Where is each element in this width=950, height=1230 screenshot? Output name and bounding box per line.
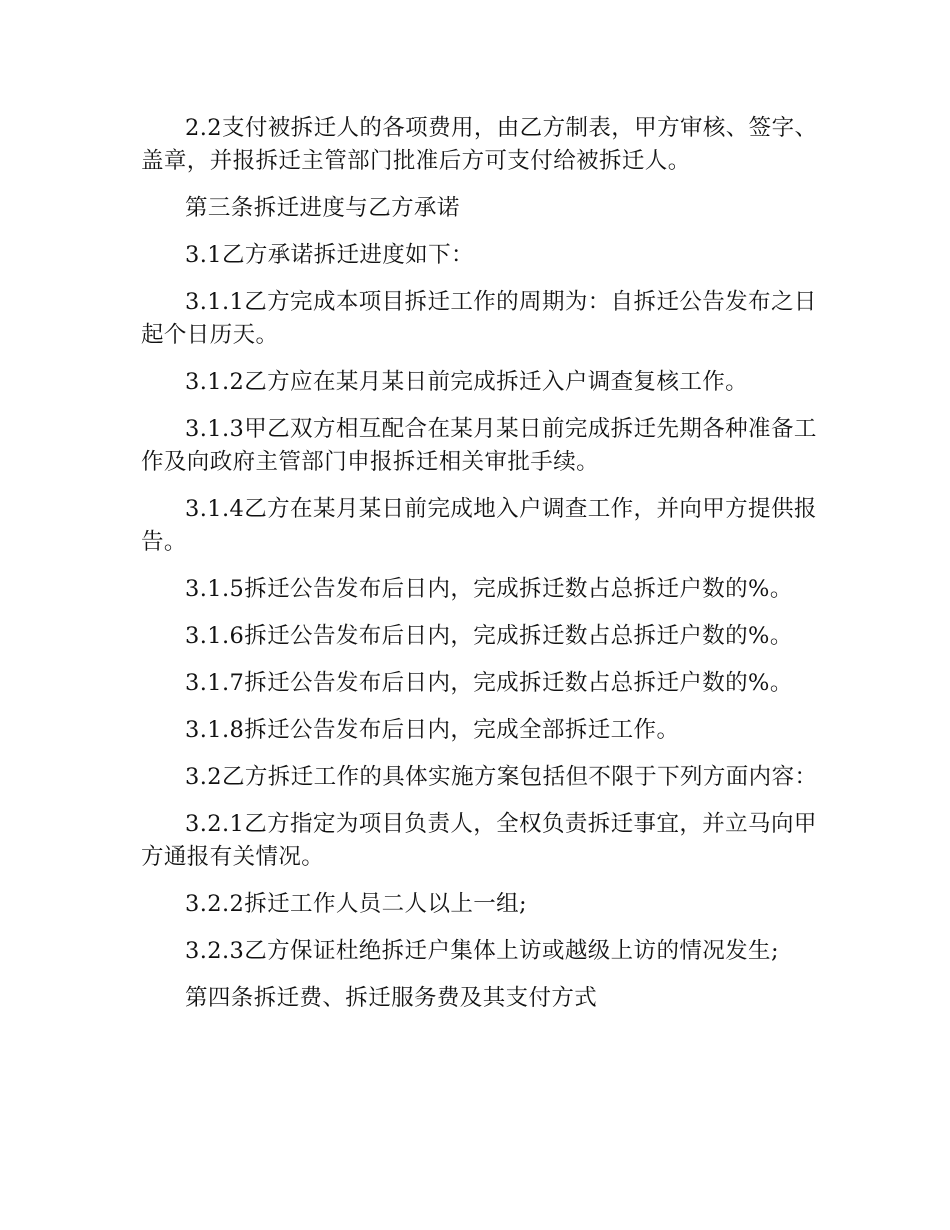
paragraph-3-1-1: 3.1.1乙方完成本项目拆迁工作的周期为：自拆迁公告发布之日起个日历天。 — [141, 289, 817, 348]
paragraph-3-1-7: 3.1.7拆迁公告发布后日内，完成拆迁数占总拆迁户数的%。 — [185, 670, 793, 696]
paragraph-3-1-5: 3.1.5拆迁公告发布后日内，完成拆迁数占总拆迁户数的%。 — [185, 576, 793, 602]
paragraph-3-2: 3.2乙方拆迁工作的具体实施方案包括但不限于下列方面内容： — [185, 764, 818, 790]
paragraph-3-2-2: 3.2.2拆迁工作人员二人以上一组; — [185, 891, 528, 917]
paragraph-3-1: 3.1乙方承诺拆迁进度如下： — [185, 242, 474, 268]
paragraph-3-1-6: 3.1.6拆迁公告发布后日内，完成拆迁数占总拆迁户数的%。 — [185, 623, 793, 649]
heading-article-3: 第三条拆迁进度与乙方承诺 — [185, 195, 460, 221]
paragraph-3-1-8: 3.1.8拆迁公告发布后日内，完成全部拆迁工作。 — [185, 717, 680, 743]
paragraph-3-1-4: 3.1.4乙方在某月某日前完成地入户调查工作，并向甲方提供报告。 — [141, 496, 817, 555]
paragraph-3-2-3: 3.2.3乙方保证杜绝拆迁户集体上访或越级上访的情况发生; — [185, 938, 779, 964]
paragraph-3-1-2: 3.1.2乙方应在某月某日前完成拆迁入户调查复核工作。 — [185, 369, 749, 395]
document-body — [141, 112, 821, 1015]
heading-article-4: 第四条拆迁费、拆迁服务费及其支付方式 — [185, 985, 598, 1011]
paragraph-2-2: 2.2支付被拆迁人的各项费用，由乙方制表，甲方审核、签字、盖章，并报拆迁主管部门批准后方可支付给被拆迁人。 — [141, 115, 818, 174]
paragraph-3-1-3: 3.1.3甲乙双方相互配合在某月某日前完成拆迁先期各种准备工作及向政府主管部门申报拆迁相关审批手续。 — [141, 416, 817, 475]
paragraph-3-2-1: 3.2.1乙方指定为项目负责人，全权负责拆迁事宜，并立马向甲方通报有关情况。 — [141, 811, 817, 870]
